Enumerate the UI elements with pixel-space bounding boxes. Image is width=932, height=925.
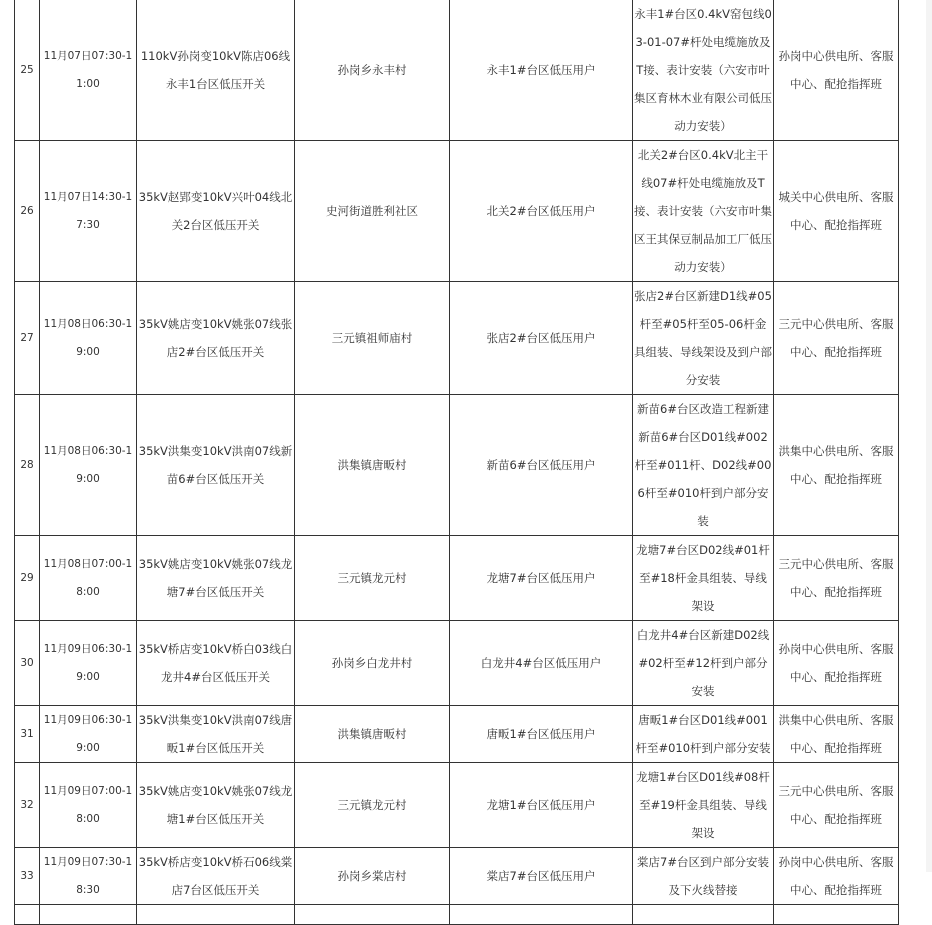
responsible-unit: 三元中心供电所、客服中心、配抢指挥班 <box>774 282 899 395</box>
line-switch: 35kV姚店变10kV姚张07线龙塘7#台区低压开关 <box>137 536 295 621</box>
scrollbar[interactable] <box>926 0 932 872</box>
outage-time: 11月09日06:30-19:00 <box>40 706 137 763</box>
affected-area: 孙岗乡棠店村 <box>295 848 450 905</box>
responsible-unit: 孙岗中心供电所、客服中心、配抢指挥班 <box>774 621 899 706</box>
row-number: 27 <box>15 282 40 395</box>
affected-area: 洪集镇唐畈村 <box>295 706 450 763</box>
line-switch: 35kV桥店变10kV桥白03线白龙井4#台区低压开关 <box>137 621 295 706</box>
row-number: 32 <box>15 763 40 848</box>
outage-table-container <box>14 0 899 925</box>
affected-users: 唐畈1#台区低压用户 <box>450 706 633 763</box>
affected-users: 张店2#台区低压用户 <box>450 282 633 395</box>
row-number: 33 <box>15 848 40 905</box>
affected-users: 白龙井4#台区低压用户 <box>450 621 633 706</box>
outage-time: 11月09日07:00-18:00 <box>40 763 137 848</box>
work-content <box>633 905 774 925</box>
table-row <box>15 282 899 395</box>
table-row <box>15 706 899 763</box>
work-content: 白龙井4#台区新建D02线#02杆至#12杆到户部分安装 <box>633 621 774 706</box>
line-switch: 35kV姚店变10kV姚张07线龙塘1#台区低压开关 <box>137 763 295 848</box>
affected-area: 孙岗乡永丰村 <box>295 0 450 141</box>
outage-time: 11月07日07:30-11:00 <box>40 0 137 141</box>
affected-area: 史河街道胜利社区 <box>295 141 450 282</box>
table-row <box>15 763 899 848</box>
line-switch: 110kV孙岗变10kV陈店06线永丰1台区低压开关 <box>137 0 295 141</box>
work-content: 张店2#台区新建D1线#05杆至#05杆至05-06杆金具组装、导线架设及到户部分安装 <box>633 282 774 395</box>
table-row <box>15 848 899 905</box>
table-row <box>15 0 899 141</box>
work-content: 龙塘7#台区D02线#01杆至#18杆金具组装、导线架设 <box>633 536 774 621</box>
row-number: 25 <box>15 0 40 141</box>
row-number: 29 <box>15 536 40 621</box>
table-row <box>15 141 899 282</box>
outage-time: 11月07日14:30-17:30 <box>40 141 137 282</box>
outage-time: 11月08日07:00-18:00 <box>40 536 137 621</box>
outage-time <box>40 905 137 925</box>
responsible-unit: 三元中心供电所、客服中心、配抢指挥班 <box>774 536 899 621</box>
responsible-unit: 孙岗中心供电所、客服中心、配抢指挥班 <box>774 848 899 905</box>
affected-area: 三元镇龙元村 <box>295 536 450 621</box>
line-switch <box>137 905 295 925</box>
outage-time: 11月09日07:30-18:30 <box>40 848 137 905</box>
line-switch: 35kV桥店变10kV桥石06线棠店7台区低压开关 <box>137 848 295 905</box>
line-switch: 35kV洪集变10kV洪南07线唐畈1#台区低压开关 <box>137 706 295 763</box>
table-row <box>15 395 899 536</box>
affected-users: 龙塘1#台区低压用户 <box>450 763 633 848</box>
affected-area: 孙岗乡白龙井村 <box>295 621 450 706</box>
affected-users: 棠店7#台区低压用户 <box>450 848 633 905</box>
work-content: 龙塘1#台区D01线#08杆至#19杆金具组装、导线架设 <box>633 763 774 848</box>
affected-users: 龙塘7#台区低压用户 <box>450 536 633 621</box>
affected-area: 洪集镇唐畈村 <box>295 395 450 536</box>
line-switch: 35kV姚店变10kV姚张07线张店2#台区低压开关 <box>137 282 295 395</box>
outage-time: 11月09日06:30-19:00 <box>40 621 137 706</box>
outage-time: 11月08日06:30-19:00 <box>40 282 137 395</box>
row-number: 28 <box>15 395 40 536</box>
row-number <box>15 905 40 925</box>
line-switch: 35kV赵郢变10kV兴叶04线北关2台区低压开关 <box>137 141 295 282</box>
work-content: 棠店7#台区到户部分安装及下火线替接 <box>633 848 774 905</box>
responsible-unit: 洪集中心供电所、客服中心、配抢指挥班 <box>774 395 899 536</box>
affected-area: 三元镇龙元村 <box>295 763 450 848</box>
table-row <box>15 905 899 925</box>
affected-users <box>450 905 633 925</box>
responsible-unit: 洪集中心供电所、客服中心、配抢指挥班 <box>774 706 899 763</box>
outage-time: 11月08日06:30-19:00 <box>40 395 137 536</box>
work-content: 永丰1#台区0.4kV窑包线03-01-07#杆处电缆施放及T接、表计安装（六安市叶集区育林木业有限公司低压动力安装） <box>633 0 774 141</box>
row-number: 31 <box>15 706 40 763</box>
affected-users: 北关2#台区低压用户 <box>450 141 633 282</box>
table-row <box>15 536 899 621</box>
responsible-unit: 三元中心供电所、客服中心、配抢指挥班 <box>774 763 899 848</box>
affected-area <box>295 905 450 925</box>
affected-users: 永丰1#台区低压用户 <box>450 0 633 141</box>
row-number: 26 <box>15 141 40 282</box>
work-content: 北关2#台区0.4kV北主干线07#杆处电缆施放及T接、表计安装（六安市叶集区王其保豆制品加工厂低压动力安装） <box>633 141 774 282</box>
work-content: 新苗6#台区改造工程新建新苗6#台区D01线#002杆至#011杆、D02线#006杆至#010杆到户部分安装 <box>633 395 774 536</box>
outage-table <box>14 0 899 925</box>
table-row <box>15 621 899 706</box>
responsible-unit: 孙岗中心供电所、客服中心、配抢指挥班 <box>774 0 899 141</box>
affected-area: 三元镇祖师庙村 <box>295 282 450 395</box>
row-number: 30 <box>15 621 40 706</box>
responsible-unit <box>774 905 899 925</box>
work-content: 唐畈1#台区D01线#001杆至#010杆到户部分安装 <box>633 706 774 763</box>
line-switch: 35kV洪集变10kV洪南07线新苗6#台区低压开关 <box>137 395 295 536</box>
responsible-unit: 城关中心供电所、客服中心、配抢指挥班 <box>774 141 899 282</box>
affected-users: 新苗6#台区低压用户 <box>450 395 633 536</box>
